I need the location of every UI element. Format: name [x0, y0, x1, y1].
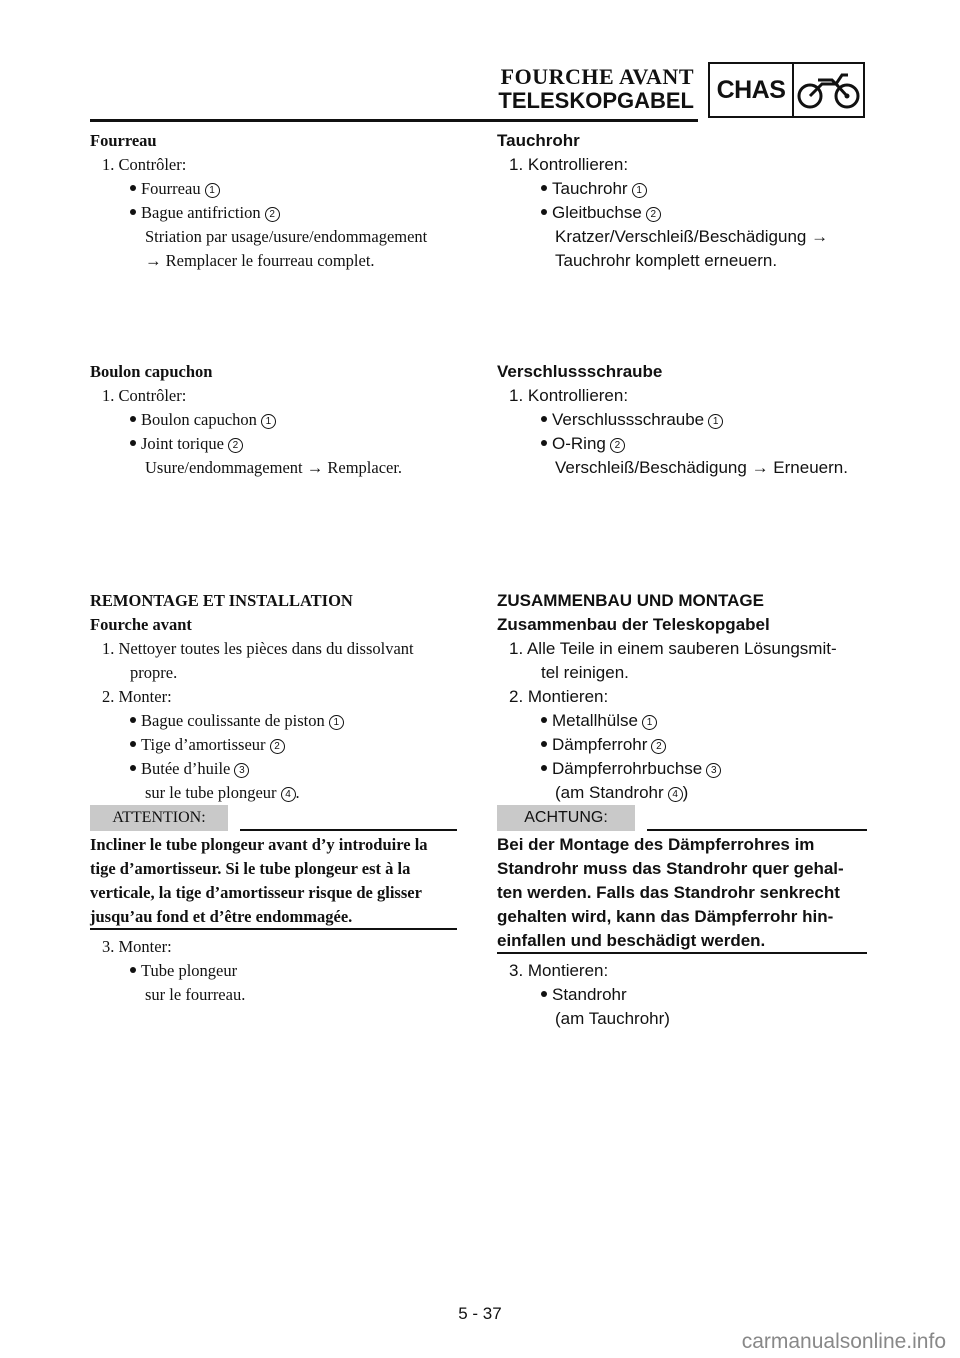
- note: Usure/endommagement → Remplacer.: [145, 458, 403, 477]
- list-item: Bague antifriction 2: [130, 203, 280, 223]
- list-item: Dämpferrohr 2: [541, 735, 666, 755]
- watermark: carmanualsonline.info: [741, 1330, 946, 1353]
- bullet-icon: [541, 209, 547, 215]
- callout-1: 1: [642, 715, 657, 730]
- list-item: Verschlussschraube 1: [541, 410, 723, 430]
- list-item: Tube plongeur: [130, 961, 237, 981]
- step: 1. Contrôler:: [102, 155, 187, 174]
- bullet-icon: [541, 717, 547, 723]
- header-title-de: TELESKOPGABEL: [498, 88, 694, 113]
- section-code: CHAS: [710, 64, 794, 116]
- caution-text: Bei der Montage des Dämpferrohres im: [497, 835, 815, 854]
- bullet-icon: [130, 717, 136, 723]
- callout-1: 1: [261, 414, 276, 429]
- caution-text: einfallen und beschädigt werden.: [497, 931, 766, 950]
- list-item: Tauchrohr 1: [541, 179, 647, 199]
- note: sur le fourreau.: [145, 985, 246, 1004]
- subsection-title: Zusammenbau der Teleskopgabel: [497, 615, 770, 634]
- callout-2: 2: [610, 438, 625, 453]
- caution-label: ACHTUNG:: [497, 805, 635, 831]
- step: 2. Montieren:: [509, 687, 609, 706]
- page-number: 5 - 37: [458, 1304, 502, 1323]
- bullet-icon: [130, 416, 136, 422]
- note: (am Tauchrohr): [555, 1009, 670, 1028]
- section-title: REMONTAGE ET INSTALLATION: [90, 591, 353, 610]
- section-title: Tauchrohr: [497, 131, 580, 150]
- bullet-icon: [130, 967, 136, 973]
- list-item: Boulon capuchon 1: [130, 410, 276, 430]
- list-item: Gleitbuchse 2: [541, 203, 661, 223]
- list-item: Bague coulissante de piston 1: [130, 711, 344, 731]
- step: 1. Alle Teile in einem sauberen Lösungsmit-: [509, 639, 837, 658]
- callout-2: 2: [651, 739, 666, 754]
- step: 1. Kontrollieren:: [509, 155, 629, 174]
- caution-text: gehalten wird, kann das Dämpferrohr hin-: [497, 907, 834, 926]
- step-cont: tel reinigen.: [541, 663, 629, 682]
- note: Tauchrohr komplett erneuern.: [555, 251, 778, 270]
- note: Verschleiß/Beschädigung → Erneuern.: [555, 458, 848, 477]
- caution-text: Standrohr muss das Standrohr quer gehal-: [497, 859, 844, 878]
- note: sur le tube plongeur 4 .: [145, 783, 300, 802]
- caution-text: tige d’amortisseur. Si le tube plongeur est à la: [90, 859, 411, 878]
- bullet-icon: [541, 765, 547, 771]
- callout-2: 2: [228, 438, 243, 453]
- header-title-fr: FOURCHE AVANT: [500, 64, 694, 89]
- callout-1: 1: [205, 183, 220, 198]
- caution-text: ten werden. Falls das Standrohr senkrecht: [497, 883, 840, 902]
- bullet-icon: [130, 185, 136, 191]
- list-item: Butée d’huile 3: [130, 759, 249, 779]
- section-title: Verschlussschraube: [497, 362, 663, 381]
- callout-4: 4: [668, 787, 683, 802]
- caution-end-rule: [90, 928, 457, 930]
- bullet-icon: [541, 741, 547, 747]
- callout-1: 1: [708, 414, 723, 429]
- step: 1. Nettoyer toutes les pièces dans du dissolvant: [102, 639, 414, 658]
- list-item: Fourreau 1: [130, 179, 220, 199]
- step: 3. Montieren:: [509, 961, 609, 980]
- list-item: Metallhülse 1: [541, 711, 657, 731]
- bullet-icon: [541, 440, 547, 446]
- caution-label: ATTENTION:: [90, 805, 228, 831]
- step: 3. Monter:: [102, 937, 172, 956]
- caution-header: [497, 805, 867, 831]
- motorcycle-icon: [794, 64, 863, 116]
- note: Striation par usage/usure/endommagement: [145, 227, 428, 246]
- caution-text: jusqu’au fond et d’être endommagée.: [90, 907, 353, 926]
- callout-3: 3: [706, 763, 721, 778]
- subsection-title: Fourche avant: [90, 615, 192, 634]
- caution-header: [90, 805, 457, 831]
- list-item: Dämpferrohrbuchse 3: [541, 759, 721, 779]
- header-rule: [90, 119, 698, 122]
- callout-1: 1: [632, 183, 647, 198]
- bullet-icon: [541, 991, 547, 997]
- section-badge: [708, 62, 865, 118]
- bullet-icon: [541, 185, 547, 191]
- callout-3: 3: [234, 763, 249, 778]
- list-item: Joint torique 2: [130, 434, 243, 454]
- note: Kratzer/Verschleiß/Beschädigung →: [555, 227, 829, 246]
- step: 2. Monter:: [102, 687, 172, 706]
- list-item: O-Ring 2: [541, 434, 625, 454]
- step: 1. Kontrollieren:: [509, 386, 629, 405]
- section-title: Fourreau: [90, 131, 157, 150]
- note: → Remplacer le fourreau complet.: [145, 251, 375, 270]
- callout-2: 2: [265, 207, 280, 222]
- bullet-icon: [541, 416, 547, 422]
- bullet-icon: [130, 209, 136, 215]
- callout-2: 2: [270, 739, 285, 754]
- bullet-icon: [130, 765, 136, 771]
- caution-end-rule: [497, 952, 867, 954]
- note: (am Standrohr 4 ): [555, 783, 689, 802]
- bullet-icon: [130, 440, 136, 446]
- section-title: ZUSAMMENBAU UND MONTAGE: [497, 591, 764, 610]
- step: 1. Contrôler:: [102, 386, 187, 405]
- list-item: Tige d’amortisseur 2: [130, 735, 285, 755]
- caution-rule: [647, 829, 867, 831]
- callout-2: 2: [646, 207, 661, 222]
- caution-rule: [240, 829, 457, 831]
- bullet-icon: [130, 741, 136, 747]
- callout-1: 1: [329, 715, 344, 730]
- step-cont: propre.: [130, 663, 178, 682]
- caution-text: verticale, la tige d’amortisseur risque de glisser: [90, 883, 422, 902]
- list-item: Standrohr: [541, 985, 627, 1005]
- caution-text: Incliner le tube plongeur avant d’y introduire la: [90, 835, 428, 854]
- section-title: Boulon capuchon: [90, 362, 213, 381]
- callout-4: 4: [281, 787, 296, 802]
